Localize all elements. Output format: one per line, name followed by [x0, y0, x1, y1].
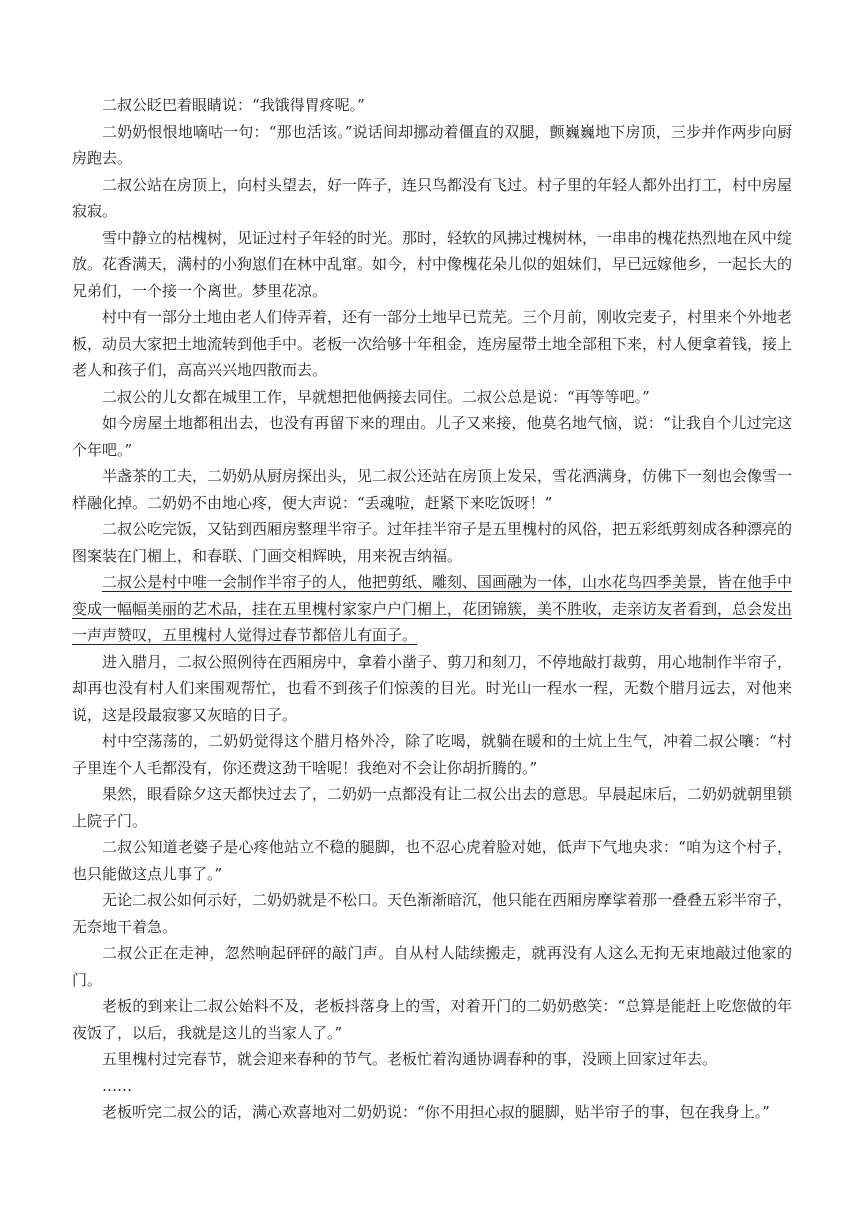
document-body — [72, 92, 792, 1126]
paragraph: 雪中静立的枯槐树，见证过村子年轻的时光。那时，轻软的风拂过槐树林，一串串的槐花热烈地在风中绽放。花香满天，满村的小狗崽们在林中乱窜。如今，村中像槐花朵儿似的姐妹们，早已远嫁他乡，一起长大的兄弟们，一个接一个离世。梦里花凉。 — [72, 228, 793, 300]
paragraph: 如今房屋土地都租出去，也没有再留下来的理由。儿子又来接，他莫名地气恼，说：“让我自个儿过完这个年吧。” — [72, 414, 792, 459]
paragraph: 二叔公知道老婆子是心疼他站立不稳的腿脚，也不忍心虎着脸对她，低声下气地央求：“咱为这个村子，也只能做这点儿事了。” — [72, 838, 792, 883]
paragraph: 无论二叔公如何示好，二奶奶就是不松口。天色渐渐暗沉，他只能在西厢房摩挲着那一叠叠五彩半帘子，无奈地干着急。 — [72, 891, 793, 936]
paragraph: 半盏茶的工夫，二奶奶从厨房探出头，见二叔公还站在房顶上发呆，雪花洒满身，仿佛下一刻也会像雪一样融化掉。二奶奶不由地心疼，便大声说：“丢魂啦，赶紧下来吃饭呀！” — [72, 467, 793, 512]
paragraph: 老板听完二叔公的话，满心欢喜地对二奶奶说：“你不用担心叔的腿脚，贴半帘子的事，包在我身上。” — [102, 1103, 770, 1121]
underlined-paragraph: 二叔公是村中唯一会制作半帘子的人，他把剪纸、雕刻、国画融为一体，山水花鸟四季美景，皆在他手中变成一幅幅美丽的艺术品，挂在五里槐村家家户户门楣上，花团锦簇，美不胜收，走亲访友者看到，总会发出一声声赞叹，五里槐村人觉得过春节都倍儿有面子。 — [72, 573, 793, 644]
paragraph: 五里槐村过完春节，就会迎来春种的节气。老板忙着沟通协调春种的事，没顾上回家过年去。 — [102, 1050, 718, 1068]
paragraph: 二奶奶恨恨地嘀咕一句：“那也活该。”说话间却挪动着僵直的双腿，颤巍巍地下房顶，三步并作两步向厨房跑去。 — [72, 122, 792, 167]
paragraph: 二叔公正在走神，忽然响起砰砰的敲门声。自从村人陆续搬走，就再没有人这么无拘无束地敲过他家的门。 — [72, 944, 792, 989]
ellipsis-line: …… — [102, 1076, 132, 1095]
paragraph: 二叔公吃完饭，又钻到西厢房整理半帘子。过年挂半帘子是五里槐村的风俗，把五彩纸剪刻成各种漂亮的图案装在门楣上，和春联、门画交相辉映，用来祝吉纳福。 — [72, 520, 793, 565]
paragraph: 二叔公站在房顶上，向村头望去，好一阵子，连只鸟都没有飞过。村子里的年轻人都外出打工，村中房屋寂寂。 — [72, 175, 793, 220]
paragraph: 村中空荡荡的，二奶奶觉得这个腊月格外冷，除了吃喝，就躺在暖和的土炕上生气，冲着二叔公嚷：“村子里连个人毛都没有，你还费这劲干啥呢！我绝对不会让你胡折腾的。” — [72, 732, 792, 777]
paragraph: 二叔公的儿女都在城里工作，早就想把他俩接去同住。二叔公总是说：“再等等吧。” — [102, 387, 650, 406]
paragraph: 村中有一部分土地由老人们侍弄着，还有一部分土地早已荒芜。三个月前，刚收完麦子，村里来个外地老板，动员大家把土地流转到他手中。老板一次给够十年租金，连房屋带土地全部租下来，村人便拿着钱，接上老人和孩子们，高高兴兴地四散而去。 — [72, 308, 793, 379]
paragraph: 老板的到来让二叔公始料不及，老板抖落身上的雪，对着开门的二奶奶憨笑：“总算是能赶上吃您做的年夜饭了，以后，我就是这儿的当家人了。” — [72, 997, 792, 1042]
paragraph: 二叔公眨巴着眼睛说：“我饿得胃疼呢。” — [102, 96, 365, 114]
paragraph: 进入腊月，二叔公照例待在西厢房中，拿着小凿子、剪刀和刻刀，不停地敲打裁剪，用心地制作半帘子，却再也没有村人们来围观帮忙，也看不到孩子们惊羡的目光。时光山一程水一程，无数个腊月远去，对他来说，这是段最寂寥又灰暗的日子。 — [72, 652, 793, 724]
paragraph: 果然，眼看除夕这天都快过去了，二奶奶一点都没有让二叔公出去的意思。早晨起床后，二奶奶就朝里锁上院子门。 — [72, 785, 793, 830]
